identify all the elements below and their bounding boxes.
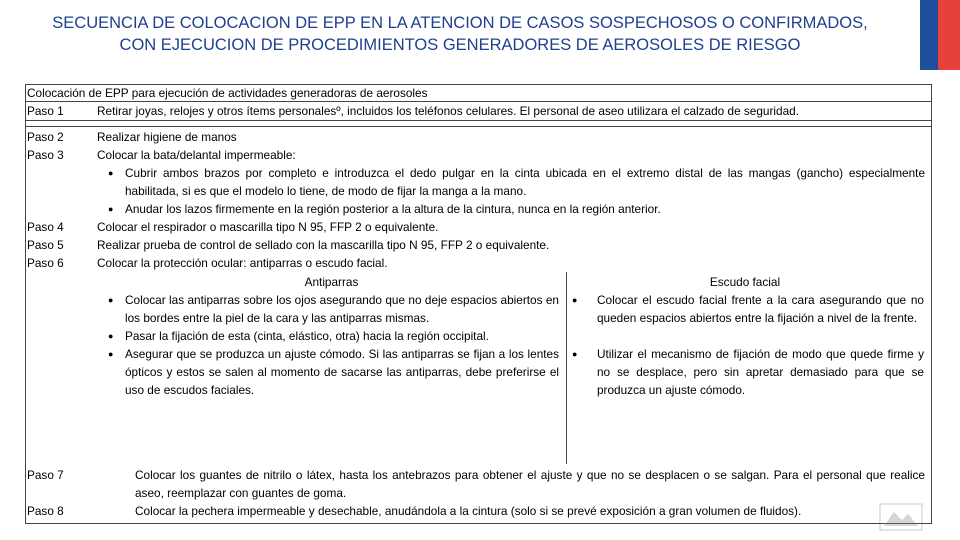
paso4-label: Paso 4 xyxy=(27,220,64,234)
bullet-icon: ● xyxy=(572,295,578,305)
paso2-text: Realizar higiene de manos xyxy=(97,130,237,144)
flag-blue-stripe xyxy=(920,0,938,70)
paso1-label: Paso 1 xyxy=(27,104,64,118)
antiparras-heading: Antiparras xyxy=(304,275,359,289)
paso3-bullet-1: Cubrir ambos brazos por completo e introduzca el dedo pulgar en la cinta ubicada en el extremo distal de las mangas (gancho) especialmente habilitada, si es que el modelo lo tiene, de modo de fijar la manga a la mano. xyxy=(125,166,925,198)
antiparras-bullet-3: Asegurar que se produzca un ajuste cómodo. Si las antiparras se fijan a los lentes ópticos y estos se salen al momento de sacarse las antiparras, debe preferirse el uso de escudos faciales. xyxy=(125,347,559,397)
escudo-bullet-2: Utilizar el mecanismo de fijación de modo que quede firme y no se desplace, pero sin apretar demasiado para que se produzca un ajuste cómodo. xyxy=(597,347,924,397)
bullet-icon: ● xyxy=(108,349,114,359)
paso7-text: Colocar los guantes de nitrilo o látex, hasta los antebrazos para obtener el ajuste y que no se desplacen o se salgan. Para el personal que realice aseo, reemplazar con guantes de goma. xyxy=(135,468,925,500)
paso4-text: Colocar el respirador o mascarilla tipo N 95, FFP 2 o equivalente. xyxy=(97,220,439,234)
title-line-2: CON EJECUCION DE PROCEDIMIENTOS GENERADORES DE AEROSOLES DE RIESGO xyxy=(119,36,801,54)
paso3-text: Colocar la bata/delantal impermeable: xyxy=(97,148,296,162)
antiparras-bullet-1: Colocar las antiparras sobre los ojos asegurando que no deje espacios abiertos en los bordes entre la piel de la cara y las antiparras mismas. xyxy=(125,293,559,325)
paso3-label: Paso 3 xyxy=(27,148,64,162)
bullet-icon: ● xyxy=(108,295,114,305)
antiparras-bullet-2: Pasar la fijación de esta (cinta, elástico, otra) hacia la región occipital. xyxy=(125,329,489,343)
bullet-icon: ● xyxy=(108,168,114,178)
escudo-bullet-1: Colocar el escudo facial frente a la cara asegurando que no queden espacios abiertos entre la fijación a nivel de la frente. xyxy=(597,293,924,325)
table-divider-paso1 xyxy=(25,120,932,121)
bullet-icon: ● xyxy=(108,331,114,341)
ministry-logo-icon xyxy=(878,500,924,534)
paso6-label: Paso 6 xyxy=(27,256,64,270)
flag-red-stripe xyxy=(938,0,960,70)
table-divider-paso1-bottom xyxy=(25,126,932,127)
escudo-heading: Escudo facial xyxy=(709,275,781,289)
bullet-icon: ● xyxy=(572,349,578,359)
paso7-label: Paso 7 xyxy=(27,468,64,482)
paso6-text: Colocar la protección ocular: antiparras o escudo facial. xyxy=(97,256,388,270)
paso3-bullet-2: Anudar los lazos firmemente en la región posterior a la altura de la cintura, nunca en la región anterior. xyxy=(125,202,661,216)
page-title xyxy=(20,12,900,56)
paso1-text: Retirar joyas, relojes y otros ítems personalesº, incluidos los teléfonos celulares. El personal de aseo utilizara el calzado de seguridad. xyxy=(97,104,800,118)
bullet-icon: ● xyxy=(108,204,114,214)
paso2-label: Paso 2 xyxy=(27,130,64,144)
paso5-label: Paso 5 xyxy=(27,238,64,252)
table-divider-column xyxy=(566,272,567,464)
paso5-text: Realizar prueba de control de sellado con la mascarilla tipo N 95, FFP 2 o equivalente. xyxy=(97,238,550,252)
table-header: Colocación de EPP para ejecución de actividades generadoras de aerosoles xyxy=(27,86,428,100)
paso8-text: Colocar la pechera impermeable y desechable, anudándola a la cintura (solo si se prevé exposición a gran volumen de fluidos). xyxy=(135,504,802,518)
title-line-1: SECUENCIA DE COLOCACION DE EPP EN LA ATENCION DE CASOS SOSPECHOSOS O CONFIRMADOS, xyxy=(52,14,868,32)
paso8-label: Paso 8 xyxy=(27,504,64,518)
